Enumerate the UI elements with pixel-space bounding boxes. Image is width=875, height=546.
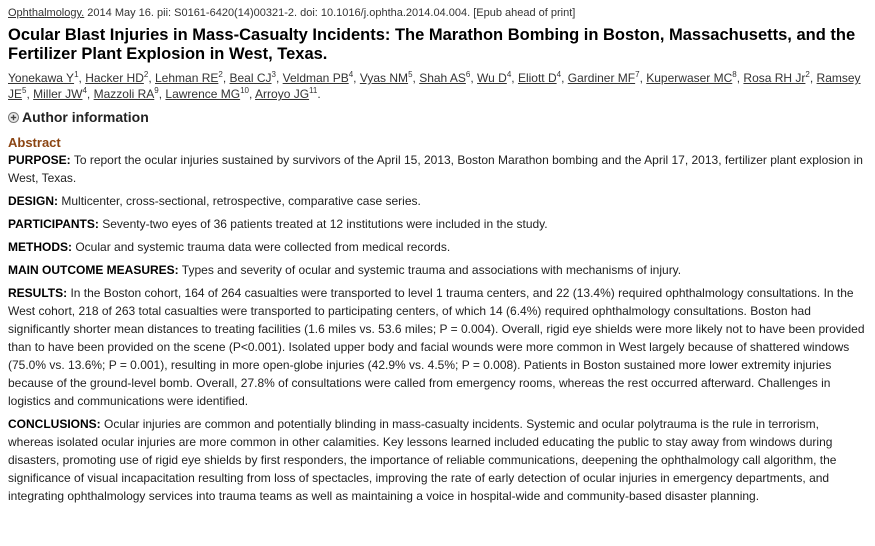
abstract-heading: Abstract	[8, 135, 61, 150]
section-label: PARTICIPANTS:	[8, 217, 99, 231]
author-affiliation-number: 4	[506, 70, 512, 79]
author-link[interactable]: Shah AS	[419, 71, 466, 85]
author-affiliation-number: 2	[805, 70, 810, 79]
author-affiliation-number: 6	[465, 70, 471, 79]
author-affiliation-number: 4	[348, 70, 354, 79]
author-link[interactable]: Hacker HD	[85, 71, 144, 85]
author-affiliation-number: 8	[732, 70, 737, 79]
plus-circle-icon	[8, 112, 19, 123]
section-text: Multicenter, cross-sectional, retrospective, comparative case series.	[61, 194, 421, 208]
author-affiliation-number: 9	[154, 86, 159, 95]
section-text: Ocular and systemic trauma data were collected from medical records.	[75, 240, 451, 254]
author-affiliation-number: 7	[635, 70, 640, 79]
author-affiliation-number: 4	[82, 86, 87, 95]
author-affiliation-number: 10	[240, 86, 250, 95]
author-affiliation-number: 5	[22, 86, 27, 95]
author-link[interactable]: Miller JW	[33, 87, 83, 101]
journal-link[interactable]: Ophthalmology.	[8, 7, 85, 19]
citation-details: 2014 May 16. pii: S0161-6420(14)00321-2. doi: 10.1016/j.ophtha.2014.04.004. [Epub ahead of print]	[84, 7, 576, 19]
section-text: In the Boston cohort, 164 of 264 casualties were transported to level 1 trauma centers, and 22 (13.4%) required ophthalmology consultations. In the West cohort, 218 of 263 total casualties were transported to participating centers, of which 14 (6.4%) required ophthalmology consultations. Boston had significantly shorter mean distances to treating facilities (1.6 miles vs. 53.6 miles; P = 0.004). Overall, rigid eye shields were more likely not to have been provided than to have been provided on the scene (P<0.001). Isolated upper body and facial wounds were more common in West largely because of shattered windows (75.0% vs. 13.6%; P = 0.001), resulting in more open-globe injuries (42.9% vs. 4.5%; P = 0.008). Patients in Boston sustained more lower extremity injuries because of the ground-level bomb. Overall, 27.8% of consultations were called from emergency rooms, whereas the rest occurred afterward. Challenges in logistics and communications were identified.	[8, 286, 865, 408]
author-list: Yonekawa $Y^1$, Hacker $HD^2$, Lehman $RE^2$, Beal $CJ^3$, Veldman $PB^4$, Vyas $NM^5$, Shah $AS^6$, Wu $D^4$, Eliott $D^4$, Gardiner $MF^7$, Kuperwaser $MC^8$, Rosa RH Jr$^2$, Ramsey $JE^5$, Miller $JW^4$, Mazzoli $RA^9$, Lawrence MG$^{10}$, Arroyo JG$^{11}$.	[8, 70, 861, 101]
abstract-sections	[8, 151, 867, 505]
abstract-section	[8, 284, 867, 410]
section-text: Seventy-two eyes of 36 patients treated at 12 institutions were included in the study.	[102, 217, 548, 231]
author-link[interactable]: Yonekawa Y	[8, 71, 75, 85]
abstract-section	[8, 192, 867, 210]
section-text: To report the ocular injuries sustained by survivors of the April 15, 2013, Boston Marathon bombing and the April 17, 2013, fertilizer plant explosion in West, Texas.	[8, 153, 863, 185]
author-link[interactable]: Veldman PB	[282, 71, 349, 85]
section-label: RESULTS:	[8, 286, 68, 300]
author-link[interactable]: Lawrence MG	[165, 87, 241, 101]
author-affiliation-number: 4	[556, 70, 562, 79]
author-affiliation-number: 3	[271, 70, 276, 79]
author-affiliation-number: 1	[74, 70, 79, 79]
author-affiliation-number: 2	[143, 70, 149, 79]
section-label: MAIN OUTCOME MEASURES:	[8, 263, 179, 277]
author-information-label: Author information	[22, 109, 149, 125]
author-affiliation-number: 11	[309, 86, 318, 95]
author-link[interactable]: Ramsey JE	[8, 71, 861, 101]
abstract-section	[8, 215, 867, 233]
abstract-section	[8, 151, 867, 187]
section-label: CONCLUSIONS:	[8, 417, 101, 431]
author-link[interactable]: Wu D	[477, 71, 507, 85]
author-information-toggle[interactable]	[8, 108, 867, 126]
section-label: METHODS:	[8, 240, 72, 254]
abstract-section	[8, 238, 867, 256]
author-link[interactable]: Gardiner MF	[567, 71, 636, 85]
author-link[interactable]: Eliott D	[517, 71, 557, 85]
section-label: PURPOSE:	[8, 153, 71, 167]
section-label: DESIGN:	[8, 194, 59, 208]
author-link[interactable]: Kuperwaser MC	[646, 71, 733, 85]
article-title: Ocular Blast Injuries in Mass-Casualty Incidents: The Marathon Bombing in Boston, Massachusetts, and the Fertilizer Plant Explosion in West, Texas.	[8, 26, 856, 63]
abstract-section	[8, 415, 867, 505]
citation-line	[8, 6, 867, 20]
author-link[interactable]: Rosa RH Jr	[743, 71, 806, 85]
section-text: Ocular injuries are common and potentially blinding in mass-casualty incidents. Systemic and ocular polytrauma is the rule in terrorism, whereas isolated ocular injuries are more common in other calamities. Key lessons learned included educating the public to stay away from windows during disasters, promoting use of rigid eye shields by first responders, the importance of reliable communications, deepening the ophthalmology call algorithm, the significance of visual incapacitation resulting from loss of spectacles, improving the rate of early detection of ocular injuries in emergency departments, and integrating ophthalmology services into trauma teams as well as maintaining a voice in hospital-wide and community-based disaster planning.	[8, 417, 837, 503]
author-link[interactable]: Beal CJ	[229, 71, 272, 85]
author-affiliation-number: 5	[408, 70, 413, 79]
author-link[interactable]: Lehman RE	[155, 71, 219, 85]
author-link[interactable]: Arroyo JG	[255, 87, 310, 101]
author-affiliation-number: 2	[218, 70, 223, 79]
author-link[interactable]: Mazzoli RA	[93, 87, 155, 101]
author-link[interactable]: Vyas NM	[359, 71, 409, 85]
abstract-section	[8, 261, 867, 279]
section-text: Types and severity of ocular and systemic trauma and associations with mechanisms of injury.	[181, 263, 682, 277]
